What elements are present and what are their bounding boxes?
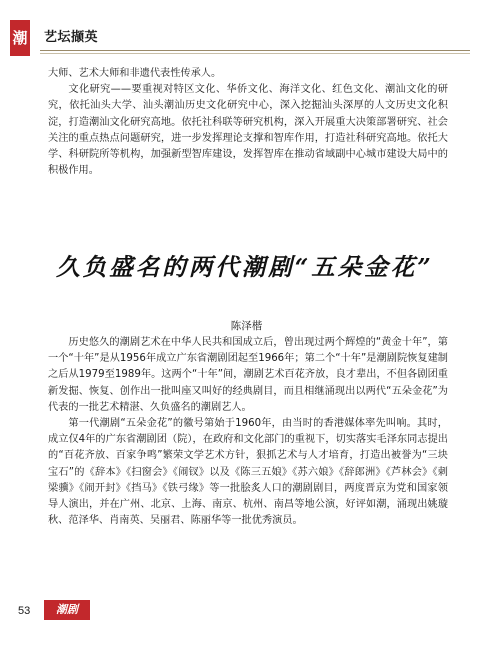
article-title: 久负盛名的两代潮剧“五朵金花” xyxy=(56,253,434,281)
article-paragraph-2: 第一代潮剧“五朵金花”的徽号第始于1960年，由当时的香港媒体率先叫响。其时，成立仅4年的广东省潮剧团（院），在政府和文化部门的重视下，切实落实毛泽东同志提出的“百花齐放、百家争鸣”繁荣文学艺术方针，狠抓艺术与人才培育，打造出被誉为“三块宝石”的《辞本》《扫窗会》《闹钗》以及《陈三五娘》《苏六娘》《辞郎洲》《芦林会》《刺梁骥》《闹开封》《挡马》《铁弓缘》等一批脍炙人口的潮剧剧目，两度晋京为党和国家领导人演出，并在广州、北京、上海、南京、杭州、南昌等地公演，好评如潮，涌现出姚璇秋、范泽华、肖南英、吴丽君、陈丽华等一批优秀演员。 xyxy=(48,418,448,527)
article-author: 陈泽楷 xyxy=(230,320,263,332)
section-title: 艺坛撷英 xyxy=(44,30,99,45)
intro-paragraph-2: 文化研究——要重视对特区文化、华侨文化、海洋文化、红色文化、潮汕文化的研究，依托汕头大学、汕头潮汕历史文化研究中心，深入挖掘汕头深厚的人文历史文化积淀，打造潮汕文化研究高地。依托社科联等研究机构，深入开展重大决策部署研究、社会关注的重点热点问题研究，进一步发挥理论支撑和智库作用，打造社科研究高地。依托大学、科研院所等机构，加强新型智库建设，发挥智库在推动省域副中心城市建设大局中的积极作用。 xyxy=(48,84,448,177)
intro-text-block xyxy=(48,66,448,179)
header-divider xyxy=(40,50,470,51)
magazine-logo-seal: 潮 xyxy=(10,20,30,56)
article-paragraph-1: 历史悠久的潮剧艺术在中华人民共和国成立后，曾出现过两个辉煌的“黄金十年”，第一个“十年”是从1956年成立广东省潮剧团起至1966年；第二个“十年”是潮剧院恢复建制之后从1979至1989年。这两个“十年”间，潮剧艺术百花齐放，良才辈出，不但各剧团重新发掘、恢复、创作出一批叫座又叫好的经典剧目，而且相继涌现出以两代“五朵金花”为代表的一批艺术精湛、久负盛名的潮剧艺人。 xyxy=(48,337,448,413)
footer-logo: 潮剧 xyxy=(44,600,90,620)
intro-paragraph-1: 大师、艺术大师和非遗代表性传承人。 xyxy=(48,68,222,79)
page-number: 53 xyxy=(18,605,31,617)
article-body xyxy=(48,335,448,529)
header-divider-secondary xyxy=(40,53,470,54)
